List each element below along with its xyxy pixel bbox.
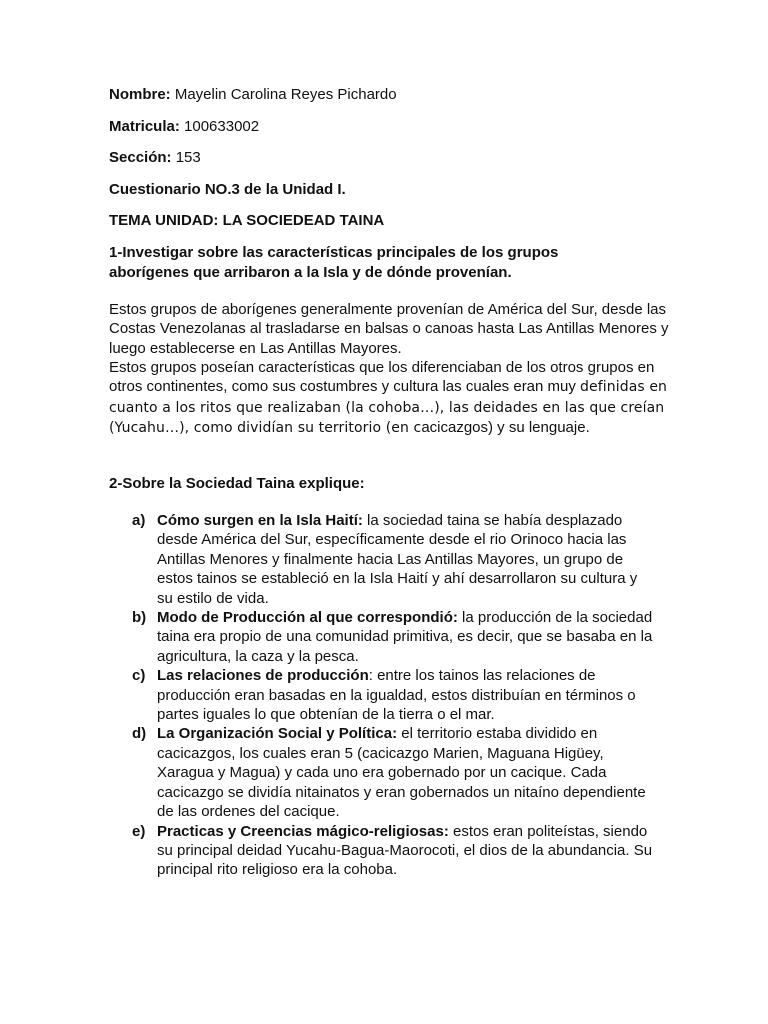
- list-item: [132, 511, 657, 608]
- answer-1-p2-end: acicazgos) y su lenguaje.: [421, 419, 590, 437]
- list-item: [132, 822, 657, 880]
- list-item-heading: Modo de Producción al que correspondió:: [157, 609, 458, 627]
- list-item-body: el territorio estaba dividido en cacicazgos, los cuales eran 5 (cacicazgo Marien, Maguana Higüey, Xaragua y Magua) y cada uno era gobernado por un cacique. Cada cacicazgo se dividía nitainatos y eran gobernados un nitaíno dependiente de las ordenes del cacique.: [157, 725, 646, 821]
- list-item-heading: Las relaciones de producción: [157, 667, 369, 685]
- list-item-body: la sociedad taina se había desplazado desde América del Sur, específicamente desde el rio Orinoco hacia las Antillas Menores y finalmente hacia Las Antillas Mayores, un grupo de estos tainos se estableció en la Isla Haití y ahí desarrollaron su cultura y su estilo de vida.: [157, 512, 638, 607]
- tema-title: TEMA UNIDAD: LA SOCIEDEAD TAINA: [109, 212, 385, 229]
- nombre-value: Mayelin Carolina Reyes Pichardo: [170, 86, 397, 103]
- list-marker: a): [132, 512, 146, 529]
- cuestionario-title: Cuestionario NO.3 de la Unidad I.: [109, 181, 346, 198]
- answer-1-p2-start: Estos grupos poseían características que los diferenciaban de los otros grupos en otros continentes, como sus costumbres y cultura las cuales eran muy: [109, 359, 655, 396]
- matricula-value: 100633002: [179, 118, 260, 135]
- list-marker: b): [132, 609, 147, 627]
- question-2-title: 2-Sobre la Sociedad Taina explique:: [109, 475, 365, 492]
- list-item: [132, 608, 657, 666]
- list-item-heading: Practicas y Creencias mágico-religiosas:: [157, 822, 449, 840]
- question-1-line-2: aborígenes que arribaron a la Isla y de dónde provenían.: [109, 264, 512, 281]
- list-marker: e): [132, 822, 146, 840]
- answer-1-p2-alt-font: definidas en cuanto a los ritos que realizaban (la cohoba…), las deidades en las que creían (Yucahu…), como dividían su territorio (en c: [109, 379, 668, 437]
- list-item-heading: Cómo surgen en la Isla Haití:: [157, 512, 363, 529]
- list-item-body: : entre los tainos las relaciones de producción eran basadas en la igualdad, estos distribuían en términos o partes iguales lo que obtenían de la tierra o el mar.: [157, 667, 636, 724]
- sociedad-taina-list: [132, 511, 657, 880]
- list-item-heading: La Organización Social y Política:: [157, 725, 398, 743]
- list-item-body: estos eran politeístas, siendo su principal deidad Yucahu-Bagua-Maorocoti, el dios de la abundancia. Su principal rito religioso era la cohoba.: [157, 822, 653, 879]
- matricula-line: [109, 117, 259, 136]
- list-marker: c): [132, 667, 146, 685]
- list-item: [132, 724, 657, 821]
- matricula-label: Matricula:: [109, 118, 180, 135]
- list-item: [132, 666, 657, 724]
- seccion-line: [109, 148, 201, 167]
- seccion-value: 153: [171, 149, 201, 166]
- list-marker: d): [132, 725, 147, 743]
- list-item-body: la producción de la sociedad taina era propio de una comunidad primitiva, es decir, que se basaba en la agricultura, la caza y la pesca.: [157, 609, 653, 665]
- answer-1-paragraph-2: [109, 358, 669, 439]
- nombre-line: [109, 85, 397, 104]
- nombre-label: Nombre:: [109, 86, 171, 103]
- question-1-line-1: 1-Investigar sobre las características principales de los grupos: [109, 244, 559, 261]
- seccion-label: Sección:: [109, 149, 172, 166]
- answer-1-paragraph-1: Estos grupos de aborígenes generalmente provenían de América del Sur, desde las Costas Venezolanas al trasladarse en balsas o canoas hasta Las Antillas Menores y luego establecerse en Las Antillas Mayores.: [109, 301, 669, 357]
